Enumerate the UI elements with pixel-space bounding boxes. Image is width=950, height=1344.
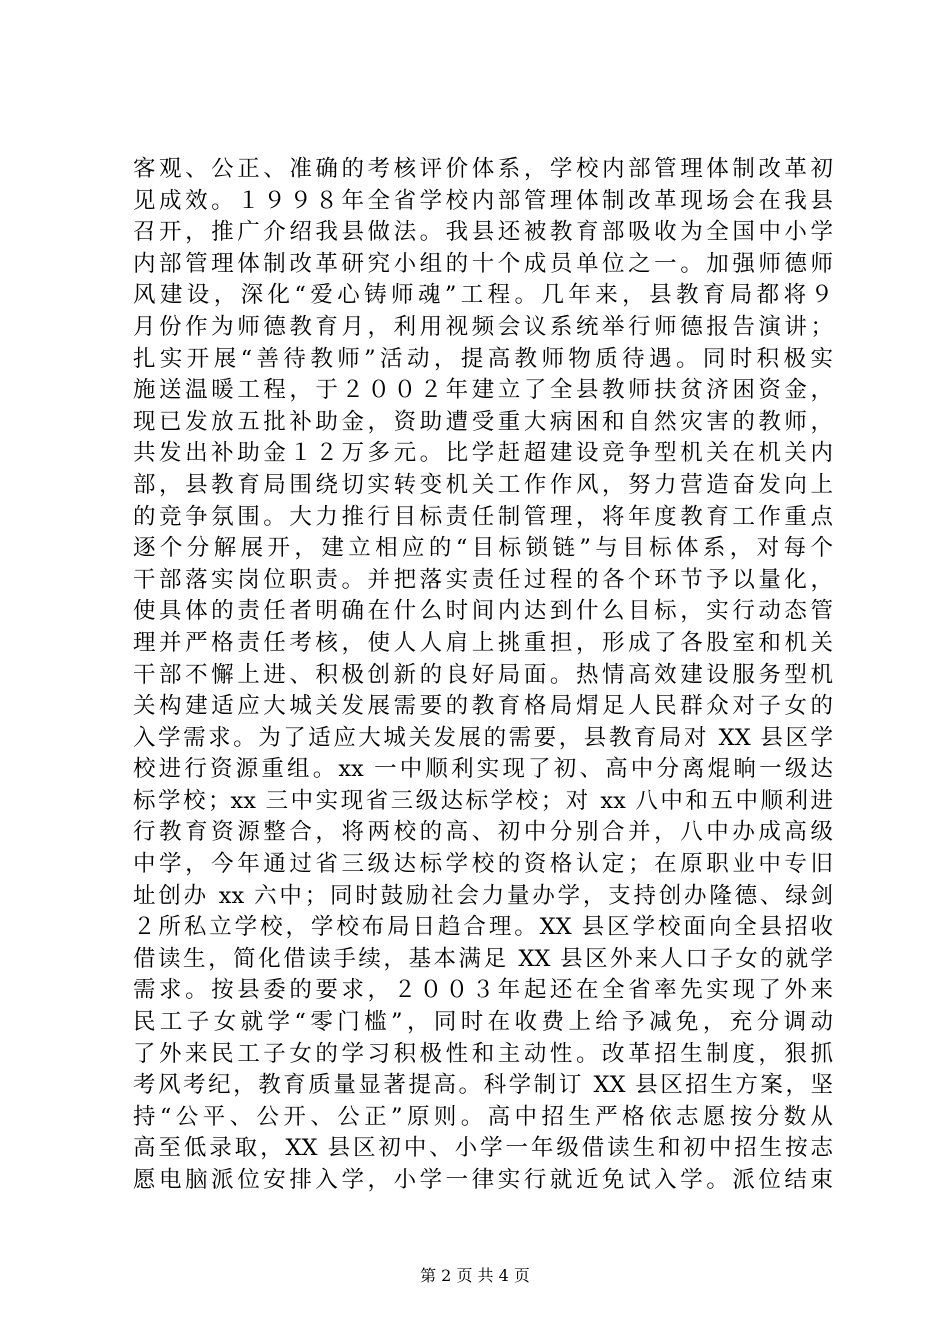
text-line: 逐个分解展开，建立相应的“目标锁链”与目标体系，对每个 [133, 535, 833, 562]
text-line: 需求。按县委的要求，２００３年起还在全省率先实现了外来 [133, 977, 833, 1004]
text-line: 月份作为师德教育月，利用视频会议系统举行师德报告演讲； [133, 313, 833, 340]
text-line: 风建设，深化“爱心铸师魂”工程。几年来，县教育局都将９ [133, 282, 833, 309]
text-line: 客观、公正、准确的考核评价体系，学校内部管理体制改革初 [133, 156, 833, 182]
text-line: 校进行资源重组。xx 一中顺利实现了初、高中分离焜晌一级达 [133, 756, 833, 783]
text-line: ２所私立学校，学校布局日趋合理。XX 县区学校面向全县招收 [133, 914, 833, 941]
text-line: 关构建适应大城关发展需要的教育格局焨足人民群众对子女的 [133, 693, 833, 720]
text-line: 民工子女就学“零门槛”，同时在收费上给予减免，充分调动 [133, 1009, 833, 1036]
text-line: 考风考纪，教育质量显著提高。科学制订 XX 县区招生方案，坚 [133, 1072, 833, 1099]
text-line: 干部落实岗位职责。并把落实责任过程的各个环节予以量化， [133, 566, 833, 593]
text-line: 行教育资源整合，将两校的高、初中分别合并，八中办成高级 [133, 819, 833, 846]
text-line: 见成效。１９９８年全省学校内部管理体制改革现场会在我县 [133, 187, 833, 214]
text-line: 高至低录取，XX 县区初中、小学一年级借读生和初中招生按志 [133, 1135, 833, 1162]
text-line: 扎实开展“善待教师”活动，提高教师物质待遇。同时积极实 [133, 345, 833, 372]
text-line: 干部不懈上进、积极创新的良好局面。热情高效建设服务型机 [133, 661, 833, 688]
text-line: 了外来民工子女的学习积极性和主动性。改革招生制度，狠抓 [133, 1040, 833, 1067]
text-line: 借读生，简化借读手续，基本满足 XX 县区外来人口子女的就学 [133, 945, 833, 972]
text-line: 使具体的责任者明确在什么时间内达到什么目标，实行动态管 [133, 598, 833, 625]
text-line: 的竞争氛围。大力推行目标责任制管理，将年度教育工作重点 [133, 503, 833, 530]
text-line: 址创办 xx 六中；同时鼓励社会力量办学，支持创办隆德、绿剑 [133, 882, 833, 909]
text-line: 中学，今年通过省三级达标学校的资格认定；在原职业中专旧 [133, 851, 833, 878]
text-line: 召开，推广介绍我县做法。我县还被教育部吸收为全国中小学 [133, 219, 833, 246]
text-line: 持“公平、公开、公正”原则。高中招生严格依志愿按分数从 [133, 1103, 833, 1130]
text-line: 内部管理体制改革研究小组的十个成员单位之一。加强师德师 [133, 250, 833, 277]
text-line: 入学需求。为了适应大城关发展的需要，县教育局对 XX 县区学 [133, 724, 833, 751]
text-line: 现已发放五批补助金，资助遭受重大病困和自然灾害的教师， [133, 408, 833, 435]
text-line: 部，县教育局围绕切实转变机关工作作风，努力营造奋发向上 [133, 471, 833, 498]
body-text [133, 154, 833, 1197]
text-line: 施送温暖工程，于２００２年建立了全县教师扶贫济困资金， [133, 377, 833, 404]
text-line: 愿电脑派位安排入学，小学一律实行就近免试入学。派位结束 [133, 1167, 833, 1193]
text-line: 共发出补助金１２万多元。比学赶超建设竞争型机关在机关内 [133, 440, 833, 467]
text-line: 标学校；xx 三中实现省三级达标学校；对 xx 八中和五中顺利进 [133, 787, 833, 814]
text-line: 理并严格责任考核，使人人肩上挑重担，形成了各股室和机关 [133, 629, 833, 656]
page-footer: 第 2 页 共 4 页 [420, 1266, 530, 1285]
